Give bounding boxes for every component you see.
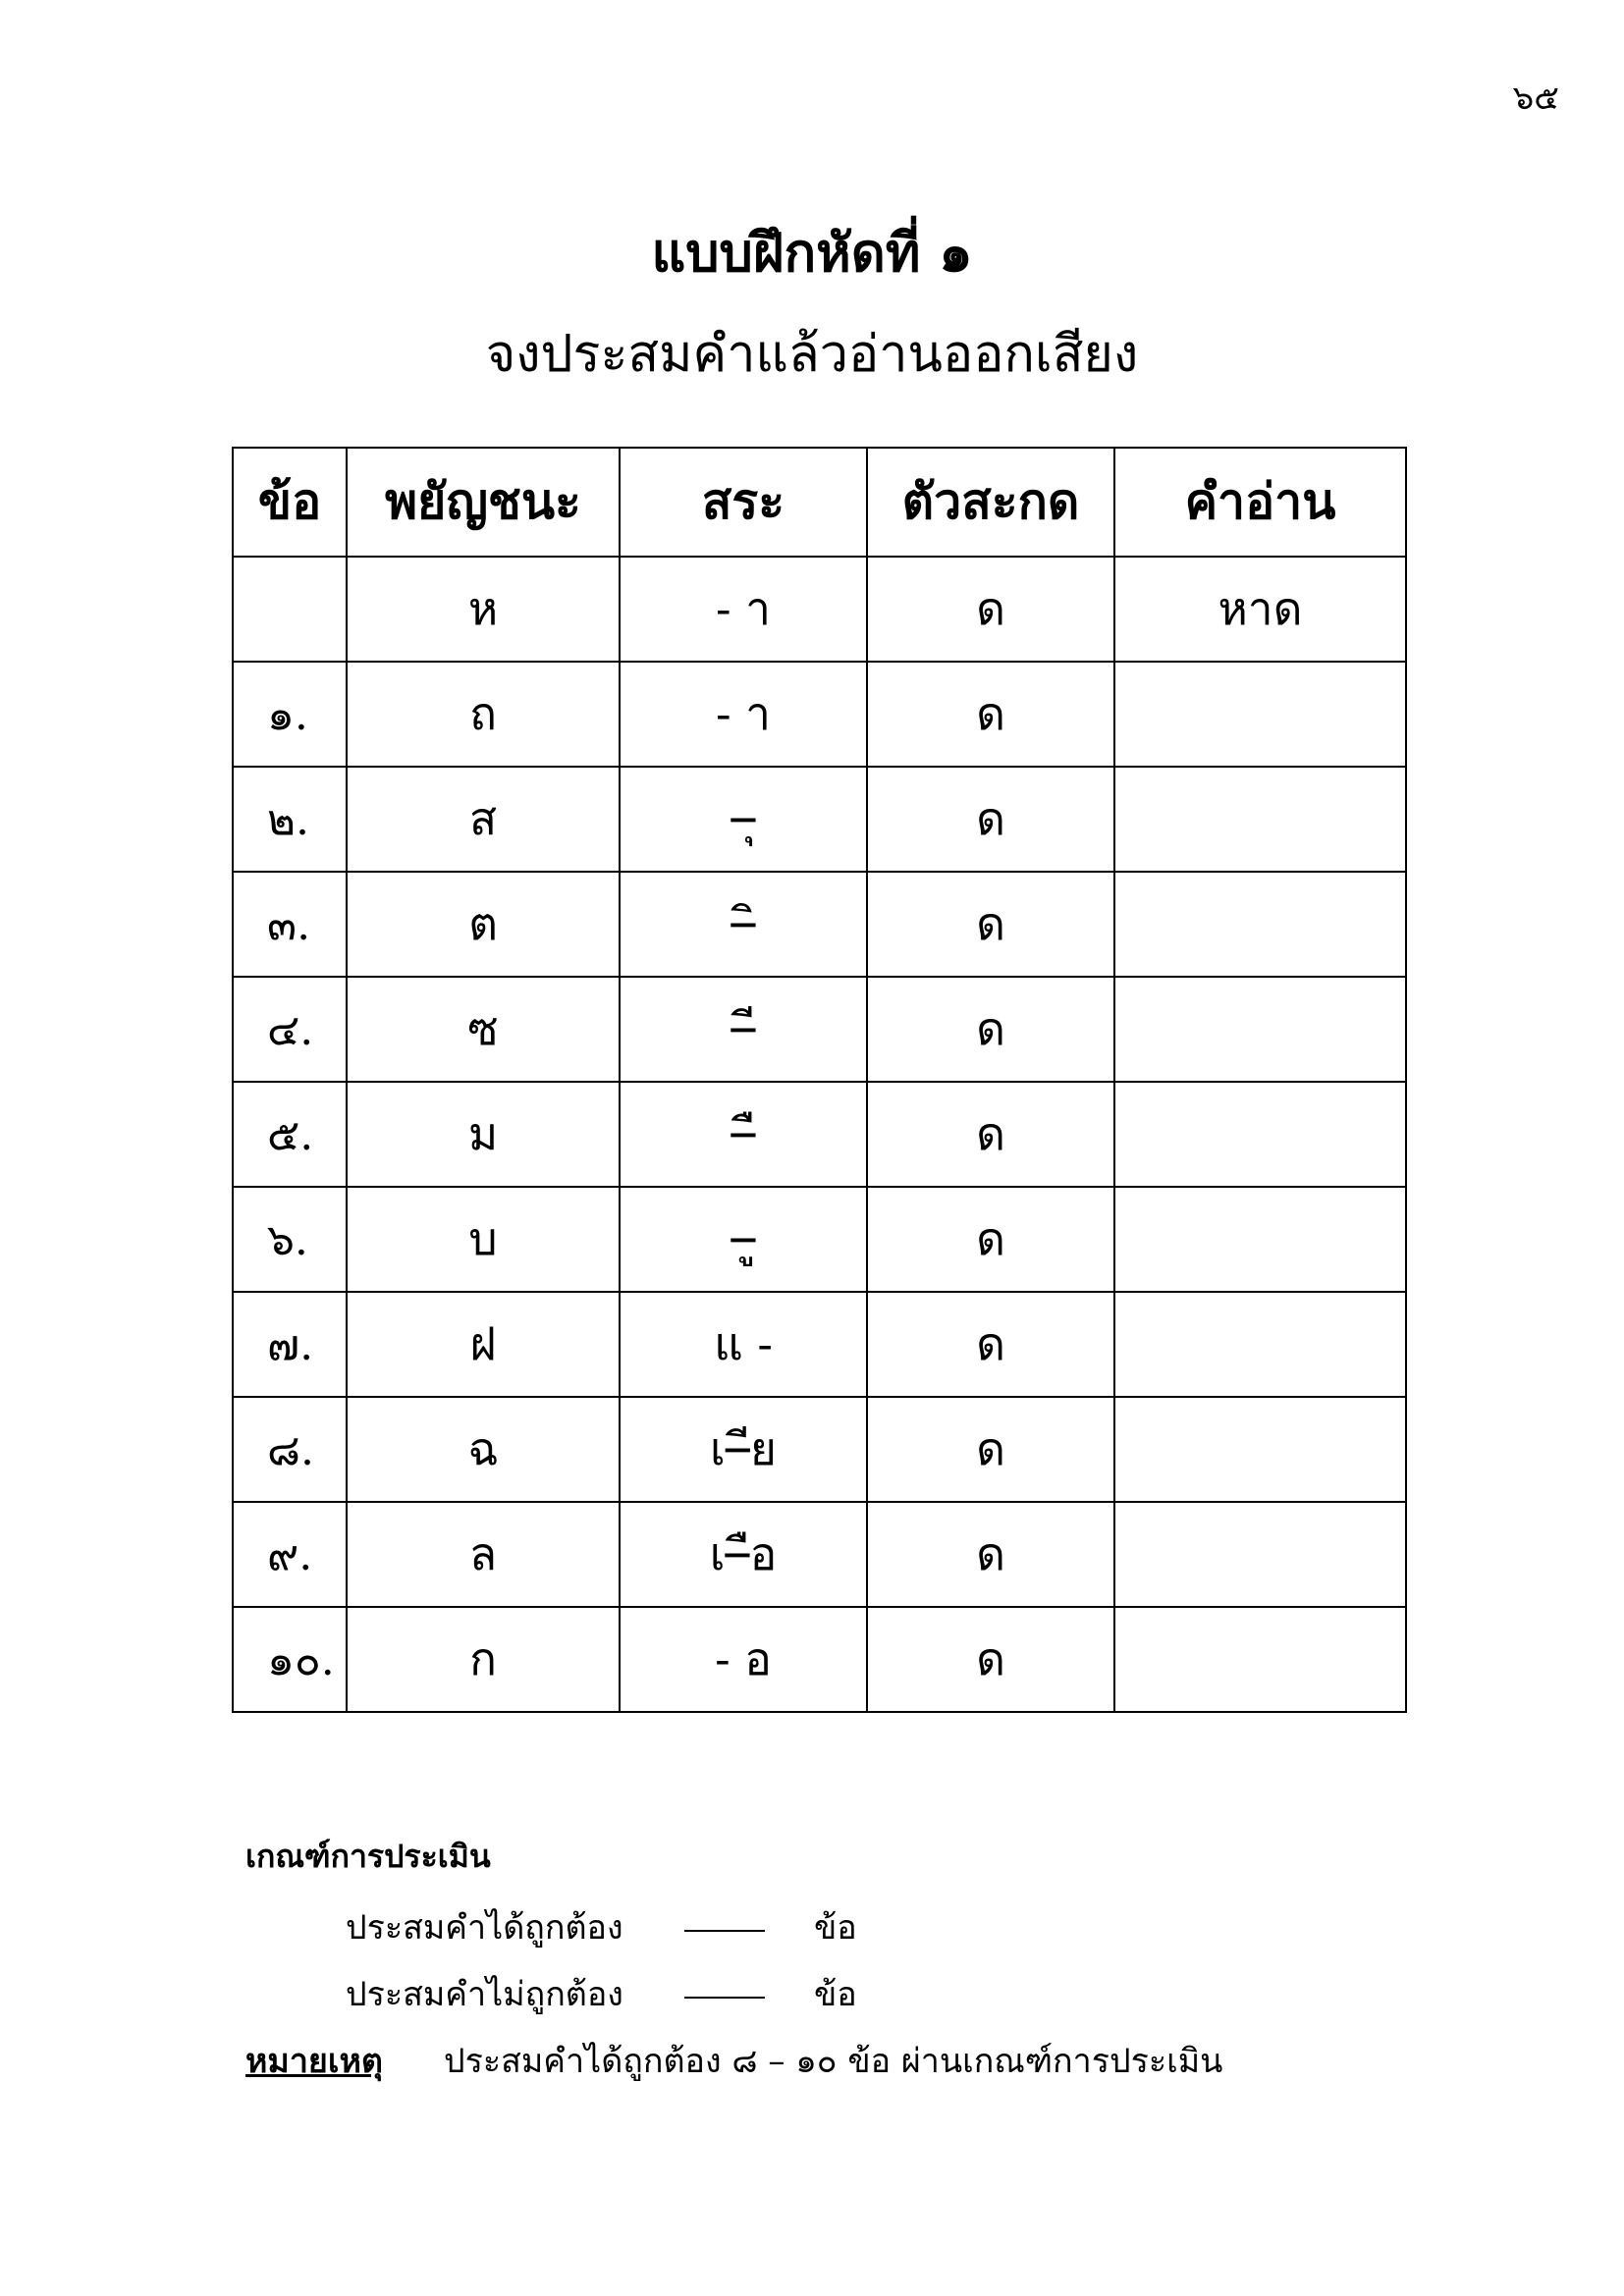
note-text: ประสมคำได้ถูกต้อง ๘ – ๑๐ ข้อ ผ่านเกณฑ์การประเมิน [444, 2042, 1223, 2081]
cell-consonant: บ [347, 1187, 620, 1292]
cell-reading[interactable] [1114, 872, 1406, 977]
cell-final-consonant: ด [867, 662, 1114, 767]
table-row [233, 1397, 1406, 1502]
cell-final-consonant: ด [867, 1397, 1114, 1502]
cell-vowel: เ–ีย [620, 1397, 867, 1502]
cell-final-consonant: ด [867, 1082, 1114, 1187]
cell-consonant: ซ [347, 977, 620, 1082]
table-row [233, 767, 1406, 872]
table-row [233, 662, 1406, 767]
cell-final-consonant: ด [867, 1607, 1114, 1712]
criteria-unit: ข้อ [814, 1975, 857, 2014]
criteria-unit: ข้อ [814, 1908, 857, 1948]
header-item-number: ข้อ [233, 448, 347, 557]
cell-item-number [233, 557, 347, 662]
note-label: หมายเหตุ [245, 2042, 383, 2081]
cell-final-consonant: ด [867, 557, 1114, 662]
cell-vowel: - อ [620, 1607, 867, 1712]
incorrect-count-blank[interactable] [684, 1997, 765, 1999]
cell-vowel: –ู [620, 1187, 867, 1292]
cell-item-number: ๗. [233, 1292, 347, 1397]
criteria-heading: เกณฑ์การประเมิน [245, 1838, 491, 1875]
cell-item-number: ๕. [233, 1082, 347, 1187]
cell-vowel: - า [620, 557, 867, 662]
criteria-correct-line [346, 1900, 857, 1953]
cell-item-number: ๘. [233, 1397, 347, 1502]
cell-consonant: ล [347, 1502, 620, 1607]
cell-reading[interactable] [1114, 662, 1406, 767]
page-number: ๖๕ [1512, 79, 1559, 118]
cell-final-consonant: ด [867, 1292, 1114, 1397]
criteria-incorrect-line [346, 1967, 857, 2020]
note [245, 2034, 1223, 2087]
cell-reading[interactable] [1114, 977, 1406, 1082]
cell-final-consonant: ด [867, 1187, 1114, 1292]
table-row [233, 1187, 1406, 1292]
cell-consonant: ห [347, 557, 620, 662]
cell-consonant: ก [347, 1607, 620, 1712]
cell-reading[interactable] [1114, 1292, 1406, 1397]
cell-final-consonant: ด [867, 1502, 1114, 1607]
cell-reading[interactable] [1114, 1607, 1406, 1712]
correct-count-blank[interactable] [684, 1930, 765, 1932]
cell-item-number: ๑. [233, 662, 347, 767]
cell-final-consonant: ด [867, 977, 1114, 1082]
cell-consonant: ถ [347, 662, 620, 767]
cell-final-consonant: ด [867, 767, 1114, 872]
table-row [233, 1607, 1406, 1712]
table-header-row [233, 448, 1406, 557]
cell-vowel: –ุ [620, 767, 867, 872]
table-body [233, 557, 1406, 1712]
cell-reading[interactable] [1114, 1502, 1406, 1607]
table-row [233, 1082, 1406, 1187]
table-row [233, 1502, 1406, 1607]
header-final-consonant: ตัวสะกด [867, 448, 1114, 557]
header-consonant: พยัญชนะ [347, 448, 620, 557]
cell-item-number: ๔. [233, 977, 347, 1082]
cell-item-number: ๒. [233, 767, 347, 872]
criteria-correct-label: ประสมคำได้ถูกต้อง [346, 1908, 623, 1948]
cell-final-consonant: ด [867, 872, 1114, 977]
cell-consonant: ต [347, 872, 620, 977]
cell-item-number: ๓. [233, 872, 347, 977]
cell-vowel: –ิ [620, 872, 867, 977]
cell-vowel: –ี [620, 977, 867, 1082]
cell-consonant: ฝ [347, 1292, 620, 1397]
cell-item-number: ๙. [233, 1502, 347, 1607]
cell-reading[interactable]: หาด [1114, 557, 1406, 662]
page-title: แบบฝึกหัดที่ ๑ [651, 221, 973, 284]
cell-vowel: - า [620, 662, 867, 767]
header-vowel: สระ [620, 448, 867, 557]
page-subtitle: จงประสมคำแล้วอ่านออกเสียง [485, 325, 1139, 384]
cell-vowel: แ - [620, 1292, 867, 1397]
cell-reading[interactable] [1114, 1187, 1406, 1292]
cell-reading[interactable] [1114, 1397, 1406, 1502]
criteria-incorrect-label: ประสมคำไม่ถูกต้อง [346, 1975, 623, 2014]
cell-consonant: ฉ [347, 1397, 620, 1502]
exercise-table [232, 447, 1407, 1713]
table-row [233, 557, 1406, 662]
cell-reading[interactable] [1114, 1082, 1406, 1187]
table-row [233, 977, 1406, 1082]
table-row [233, 872, 1406, 977]
table-row [233, 1292, 1406, 1397]
cell-item-number: ๖. [233, 1187, 347, 1292]
cell-vowel: เ–ือ [620, 1502, 867, 1607]
header-reading: คำอ่าน [1114, 448, 1406, 557]
cell-consonant: ม [347, 1082, 620, 1187]
cell-item-number: ๑๐. [233, 1607, 347, 1712]
cell-vowel: –ื [620, 1082, 867, 1187]
cell-consonant: ส [347, 767, 620, 872]
cell-reading[interactable] [1114, 767, 1406, 872]
